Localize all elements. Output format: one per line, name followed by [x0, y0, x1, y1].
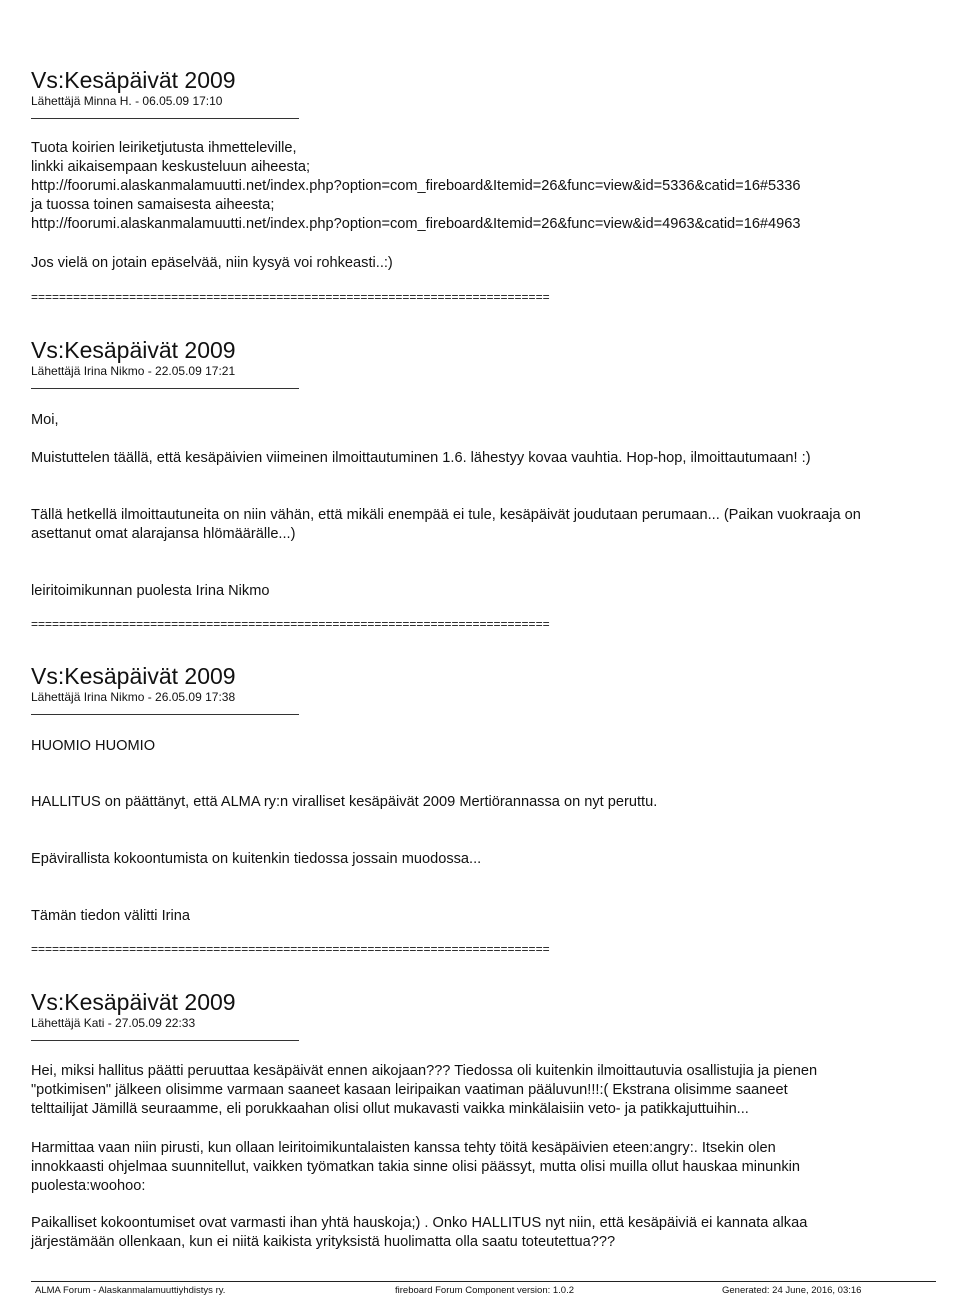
post-1-paragraph-1: [31, 139, 960, 234]
text-line: telttailijat Jämillä seuraamme, eli porukkaahan olisi ollut mukavasti vaikka minkälaisiin veto- ja patikkajuttuihin...: [31, 1101, 749, 1117]
text-line: HUOMIO HUOMIO: [31, 738, 156, 754]
title-divider: [31, 118, 299, 119]
text-line: "potkimisen" jälkeen olisimme varmaan saaneet kasaan leiripaikan vaatiman pääluvun!!!:( Ekstrana olisimme saaneet: [31, 1082, 788, 1098]
post-meta: Lähettäjä Irina Nikmo - 22.05.09 17:21: [31, 364, 236, 378]
post-separator: ==========================================================================: [31, 942, 550, 956]
page-footer: [0, 1281, 960, 1297]
text-line: Tuota koirien leiriketjutusta ihmetteleville,: [31, 140, 297, 156]
text-line: Harmittaa vaan niin pirusti, kun ollaan leiritoimikuntalaisten kanssa tehty töitä kesäpäivien eteen:angry:. Itsekin olen: [31, 1140, 776, 1156]
post-meta: Lähettäjä Minna H. - 06.05.09 17:10: [31, 94, 223, 108]
text-line: Epävirallista kokoontumista on kuitenkin tiedossa jossain muodossa...: [31, 851, 482, 867]
post-1: [31, 66, 960, 119]
text-line: Paikalliset kokoontumiset ovat varmasti ihan yhtä hauskoja;) . Onko HALLITUS nyt niin, että kesäpäiviä ei kannata alkaa: [31, 1215, 808, 1231]
post-2-paragraph-3: [31, 506, 960, 544]
post-title[interactable]: Vs:Kesäpäivät 2009: [31, 663, 236, 689]
post-4: [31, 988, 960, 1041]
text-line: puolesta:woohoo:: [31, 1178, 146, 1194]
post-1-paragraph-2: [31, 254, 960, 273]
post-4-paragraph-1: [31, 1062, 960, 1119]
post-4-paragraph-2: [31, 1139, 960, 1196]
text-line: Tämän tiedon välitti Irina: [31, 908, 190, 924]
title-divider: [31, 1040, 299, 1041]
post-title[interactable]: Vs:Kesäpäivät 2009: [31, 989, 236, 1015]
footer-site-name: ALMA Forum - Alaskanmalamuuttiyhdistys ry.: [35, 1285, 226, 1296]
title-divider: [31, 714, 299, 715]
post-2-paragraph-2: [31, 449, 960, 468]
link-line[interactable]: http://foorumi.alaskanmalamuutti.net/index.php?option=com_fireboard&Itemid=26&func=view&id=4963&catid=16#4963: [31, 216, 801, 232]
post-title[interactable]: Vs:Kesäpäivät 2009: [31, 337, 236, 363]
footer-component-version: fireboard Forum Component version: 1.0.2: [395, 1285, 575, 1296]
post-separator: ==========================================================================: [31, 617, 550, 631]
post-3-paragraph-1: [31, 737, 960, 756]
text-line: linkki aikaisempaan keskusteluun aiheesta;: [31, 159, 311, 175]
text-line: HALLITUS on päättänyt, että ALMA ry:n viralliset kesäpäivät 2009 Mertiörannassa on nyt peruttu.: [31, 794, 658, 810]
text-line: innokkaasti ohjelmaa suunnitellut, vaikken työmatkan takia sinne olisi päässyt, mutta olisi muilla ollut hauskaa minunkin: [31, 1159, 801, 1175]
text-line: leiritoimikunnan puolesta Irina Nikmo: [31, 583, 270, 599]
text-line: ja tuossa toinen samaisesta aiheesta;: [31, 197, 275, 213]
footer-divider: [31, 1281, 936, 1282]
text-line: Muistuttelen täällä, että kesäpäivien viimeinen ilmoittautuminen 1.6. lähestyy kovaa vauhtia. Hop-hop, ilmoittautumaan! :): [31, 450, 811, 466]
post-title[interactable]: Vs:Kesäpäivät 2009: [31, 67, 236, 93]
post-3-paragraph-2: [31, 793, 960, 812]
post-meta: Lähettäjä Irina Nikmo - 26.05.09 17:38: [31, 690, 236, 704]
text-line: Jos vielä on jotain epäselvää, niin kysyä voi rohkeasti..:): [31, 255, 393, 271]
footer-generated-date: Generated: 24 June, 2016, 03:16: [722, 1285, 862, 1296]
post-2: [31, 336, 960, 389]
title-divider: [31, 388, 299, 389]
post-2-paragraph-4: [31, 582, 960, 601]
post-separator: ==========================================================================: [31, 290, 550, 304]
link-line[interactable]: http://foorumi.alaskanmalamuutti.net/index.php?option=com_fireboard&Itemid=26&func=view&id=5336&catid=16#5336: [31, 178, 801, 194]
text-line: järjestämään ollenkaan, kun ei niitä kaikista yrityksistä huolimatta olla saatu toteutettua???: [31, 1234, 616, 1250]
post-3-paragraph-4: [31, 907, 960, 926]
text-line: asettanut omat alarajansa hlömäärälle...): [31, 526, 296, 542]
text-line: Hei, miksi hallitus päätti peruuttaa kesäpäivät ennen aikojaan??? Tiedossa oli kuitenkin ilmoittautuvia osallistujia ja pienen: [31, 1063, 818, 1079]
post-3-paragraph-3: [31, 850, 960, 869]
text-line: Tällä hetkellä ilmoittautuneita on niin vähän, että mikäli enempää ei tule, kesäpäivät joudutaan perumaan... (Paikan vuokraaja on: [31, 507, 861, 523]
post-4-paragraph-3: [31, 1214, 960, 1252]
text-line: Moi,: [31, 412, 59, 428]
post-3: [31, 662, 960, 715]
post-2-paragraph-1: [31, 411, 960, 430]
post-meta: Lähettäjä Kati - 27.05.09 22:33: [31, 1016, 196, 1030]
